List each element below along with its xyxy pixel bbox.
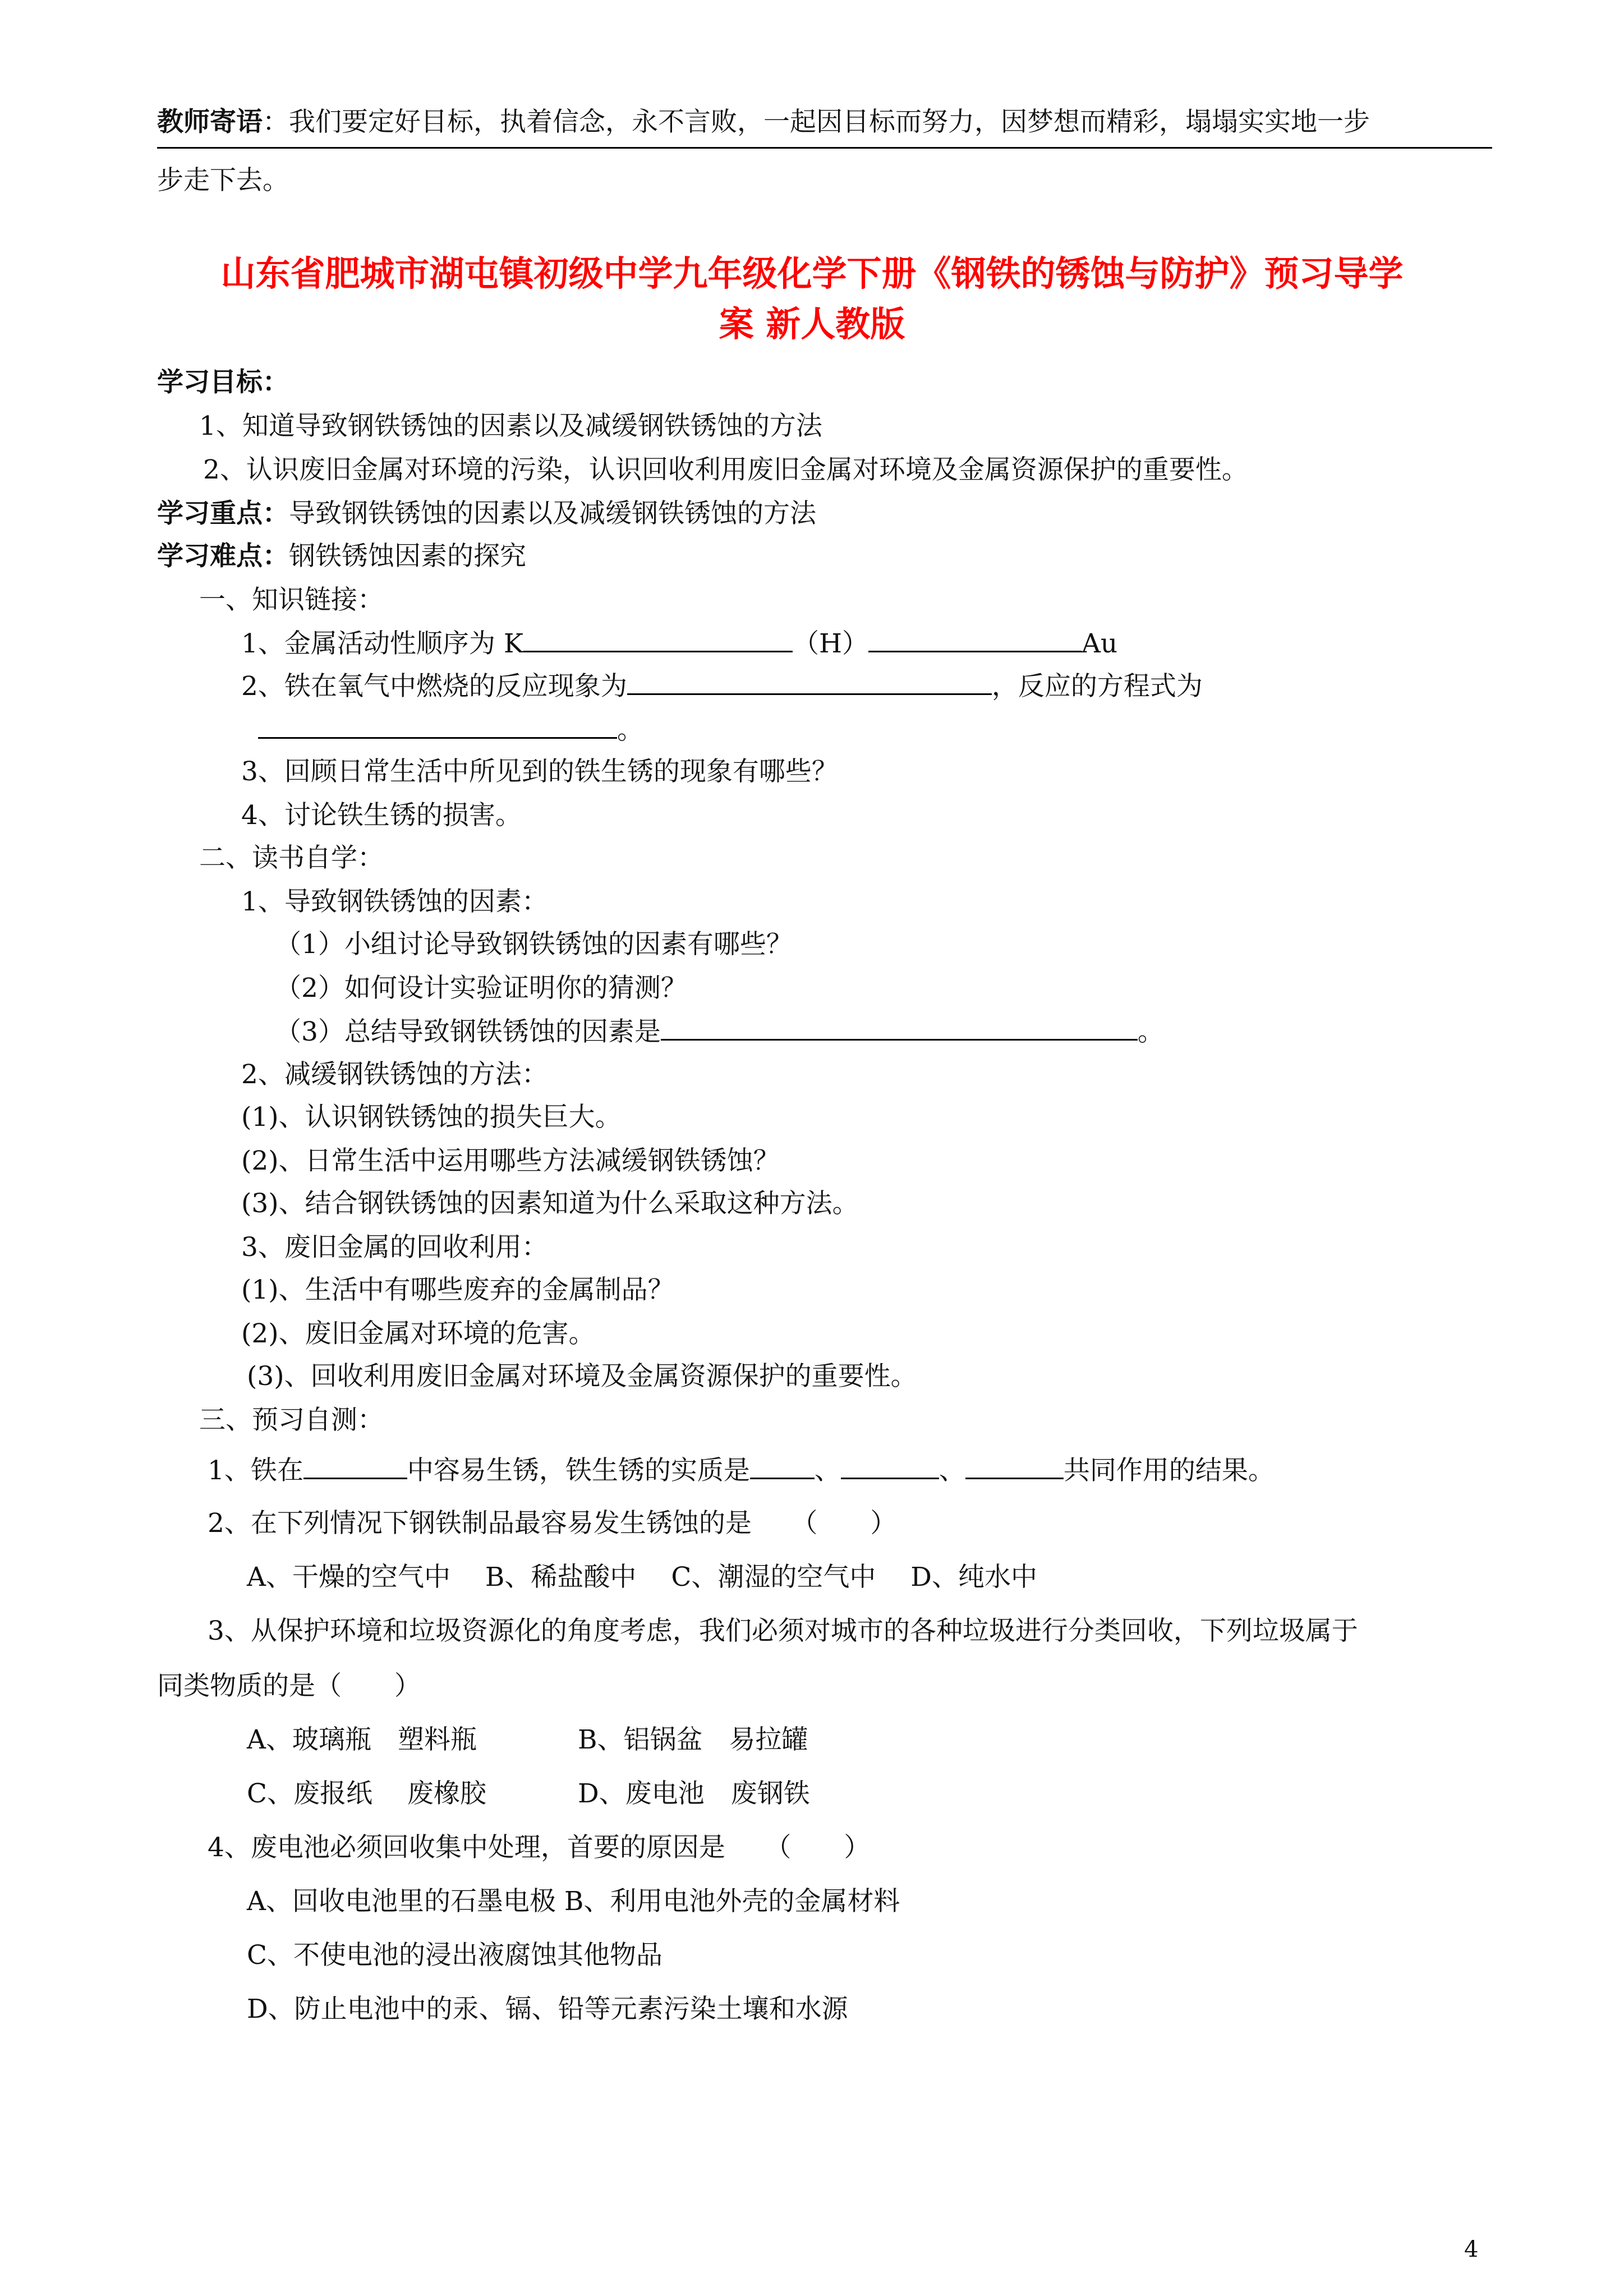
- section1-q2-text-c: 。: [617, 715, 643, 746]
- answer-blank[interactable]: [868, 626, 1082, 652]
- section2-heading: 二、读书自学：: [199, 843, 384, 873]
- objective-item-2: 2、认识废旧金属对环境的污染，认识回收利用废旧金属对环境及金属资源保护的重要性。: [203, 454, 1248, 485]
- keypoint-line: [157, 497, 816, 531]
- section3-q3-option-d: D、废电池 废钢铁: [578, 1778, 810, 1809]
- section3-q1-text-b: 中容易生锈，铁生锈的实质是: [407, 1455, 750, 1486]
- section2-p3-item-1: (1)、生活中有哪些废弃的金属制品？: [241, 1274, 674, 1305]
- section3-heading: 三、预习自测：: [199, 1405, 384, 1435]
- section1-q2: [241, 669, 1203, 703]
- teacher-message-line2: 步走下去。: [157, 165, 289, 196]
- section2-p1-item-3-text: （3）总结导致钢铁锈蚀的因素是: [275, 1016, 661, 1047]
- answer-blank[interactable]: [841, 1453, 939, 1479]
- section2-p1-item-3-end: 。: [1137, 1016, 1164, 1047]
- teacher-message-line1: [157, 105, 1370, 139]
- section1-heading: 一、知识链接：: [199, 585, 384, 615]
- section1-q3: 3、回顾日常生活中所见到的铁生锈的现象有哪些？: [241, 756, 838, 787]
- section3-q4-option-ab: A、回收电池里的石墨电极 B、利用电池外壳的金属材料: [247, 1886, 900, 1917]
- answer-blank[interactable]: [627, 669, 992, 695]
- teacher-message-text: ：我们要定好目标，执着信念，永不言败，一起因目标而努力，因梦想而精彩，塌塌实实地一步: [263, 107, 1370, 137]
- section2-p1-item-1: （1）小组讨论导致钢铁锈蚀的因素有哪些？: [275, 929, 793, 960]
- page-number: 4: [1464, 2237, 1479, 2262]
- section2-p1-heading: 1、导致钢铁锈蚀的因素：: [241, 886, 548, 917]
- section1-q2-cont: [258, 712, 643, 747]
- objectives-heading: 学习目标：: [157, 367, 289, 398]
- section1-q1-text-c: Au: [1081, 628, 1118, 659]
- section2-p1-item-3: [275, 1014, 1164, 1049]
- section3-q3-stem-1: 3、从保护环境和垃圾资源化的角度考虑，我们必须对城市的各种垃圾进行分类回收，下列垃圾属于: [208, 1616, 1358, 1646]
- section3-q3-stem-2: 同类物质的是（ ）: [157, 1671, 421, 1701]
- document-title-line2: 案 新人教版: [719, 303, 905, 344]
- section1-q2-text-b: ，反应的方程式为: [991, 671, 1203, 702]
- section3-q2-options: A、干燥的空气中 B、稀盐酸中 C、潮湿的空气中 D、纯水中: [247, 1562, 1037, 1593]
- section1-q1: [241, 626, 1117, 661]
- answer-blank[interactable]: [258, 712, 617, 739]
- section2-p3-item-2: (2)、废旧金属对环境的危害。: [241, 1318, 595, 1349]
- section3-q1-text-d: 、: [938, 1455, 965, 1486]
- answer-blank[interactable]: [750, 1453, 815, 1479]
- answer-blank[interactable]: [661, 1014, 1138, 1041]
- section3-q1-text-c: 、: [814, 1455, 841, 1486]
- section2-p1-item-2: （2）如何设计实验证明你的猜测？: [275, 973, 687, 1004]
- section3-q3-option-a: A、玻璃瓶 塑料瓶: [247, 1724, 477, 1755]
- section2-p2-item-1: (1)、认识钢铁锈蚀的损失巨大。: [241, 1102, 622, 1133]
- section1-q1-text-a: 1、金属活动性顺序为 K: [241, 628, 523, 659]
- section2-p2-heading: 2、减缓钢铁锈蚀的方法：: [241, 1059, 548, 1090]
- difficulty-line: [157, 540, 526, 573]
- section3-q4-stem: 4、废电池必须回收集中处理，首要的原因是 （ ）: [208, 1832, 871, 1863]
- section2-p2-item-3: (3)、结合钢铁锈蚀的因素知道为什么采取这种方法。: [241, 1188, 859, 1219]
- section3-q1-text-a: 1、铁在: [208, 1455, 303, 1486]
- section2-p3-heading: 3、废旧金属的回收利用：: [241, 1232, 548, 1263]
- keypoint-text: 导致钢铁锈蚀的因素以及减缓钢铁锈蚀的方法: [289, 498, 816, 529]
- section3-q3-option-b: B、铝锅盆 易拉罐: [578, 1724, 808, 1755]
- answer-blank[interactable]: [965, 1453, 1064, 1479]
- keypoint-label: 学习重点：: [157, 498, 289, 529]
- section1-q1-text-b: （H）: [792, 628, 868, 659]
- section3-q3-option-c: C、废报纸 废橡胶: [247, 1778, 486, 1809]
- section3-q2-stem: 2、在下列情况下钢铁制品最容易发生锈蚀的是 （ ）: [208, 1508, 897, 1539]
- section1-q2-text-a: 2、铁在氧气中燃烧的反应现象为: [241, 671, 627, 702]
- header-rule: [157, 147, 1492, 149]
- section3-q4-option-d: D、防止电池中的汞、镉、铅等元素污染土壤和水源: [247, 1994, 848, 2024]
- difficulty-text: 钢铁锈蚀因素的探究: [289, 541, 526, 572]
- section2-p2-item-2: (2)、日常生活中运用哪些方法减缓钢铁锈蚀？: [241, 1145, 780, 1176]
- section2-p3-item-3: (3)、回收利用废旧金属对环境及金属资源保护的重要性。: [247, 1361, 917, 1392]
- document-title-line1: 山东省肥城市湖屯镇初级中学九年级化学下册《钢铁的锈蚀与防护》预习导学: [220, 253, 1404, 294]
- teacher-message-label: 教师寄语: [157, 107, 263, 137]
- section3-q4-option-c: C、不使电池的浸出液腐蚀其他物品: [247, 1940, 663, 1971]
- answer-blank[interactable]: [523, 626, 793, 652]
- section1-q4: 4、讨论铁生锈的损害。: [241, 800, 522, 831]
- section3-q1-text-e: 共同作用的结果。: [1063, 1455, 1275, 1486]
- difficulty-label: 学习难点：: [157, 541, 289, 572]
- section3-q1: [208, 1453, 1275, 1488]
- answer-blank[interactable]: [303, 1453, 407, 1479]
- objective-item-1: 1、知道导致钢铁锈蚀的因素以及减缓钢铁锈蚀的方法: [199, 411, 822, 441]
